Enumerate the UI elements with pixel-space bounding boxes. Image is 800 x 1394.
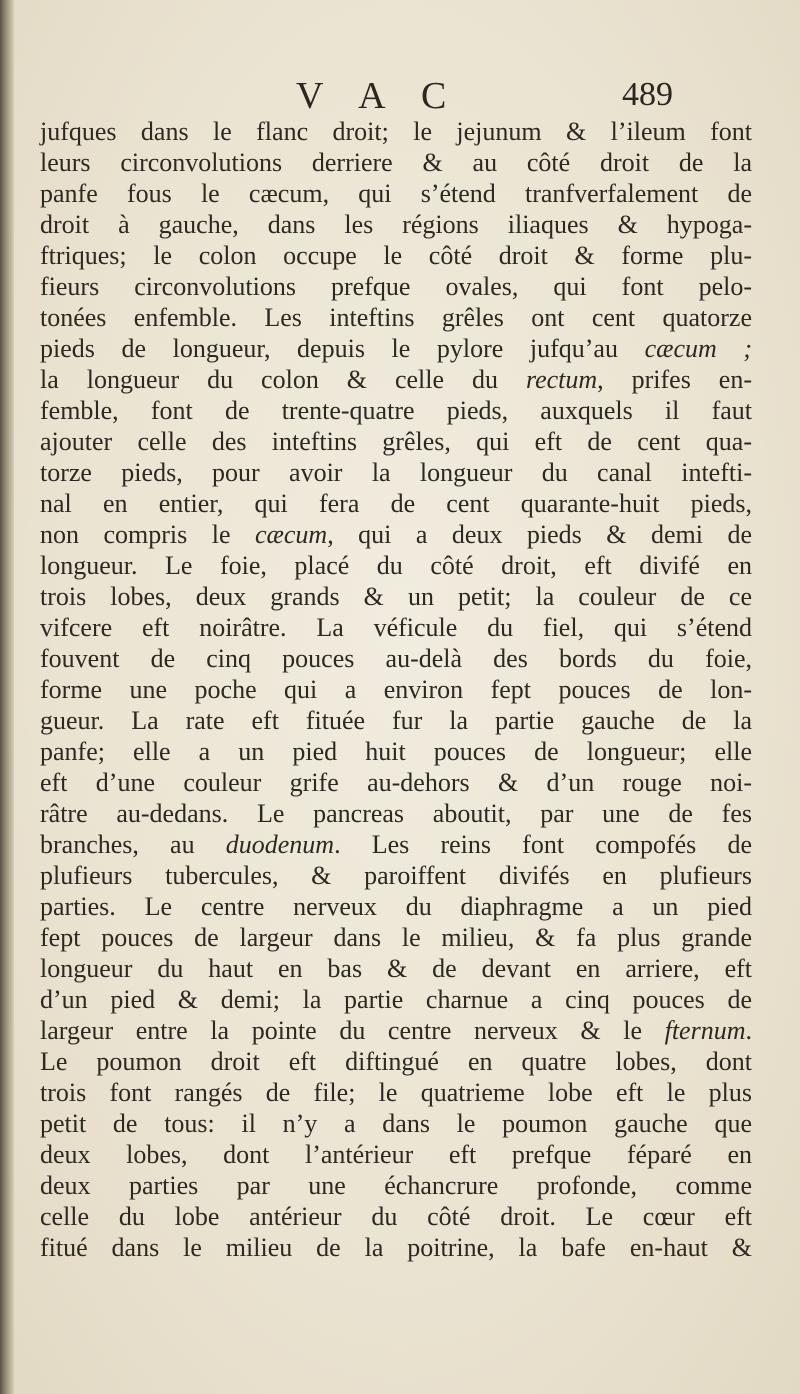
text-line [40, 953, 752, 984]
text-segment: fouvent de cinq pouces au-delà des bords du foie, [40, 644, 752, 673]
text-segment: deux lobes, dont l’antérieur eft prefque féparé en [40, 1140, 752, 1169]
text-line [40, 1108, 752, 1139]
text-line [40, 302, 752, 333]
text-segment: non compris le [40, 520, 255, 549]
running-head [0, 70, 800, 120]
text-segment: fieurs circonvolutions prefque ovales, qui font pelo- [40, 272, 752, 301]
text-line [40, 1046, 752, 1077]
text-line [40, 798, 752, 829]
text-segment: longueur. Le foie, placé du côté droit, eft divifé en [40, 551, 752, 580]
text-segment: . [745, 1016, 752, 1045]
text-segment: , qui a deux pieds & demi de [327, 520, 753, 549]
text-segment: ajouter celle des inteftins grêles, qui eft de cent qua- [40, 427, 752, 456]
text-line [40, 209, 752, 240]
text-line [40, 457, 752, 488]
text-line [40, 674, 752, 705]
text-line [40, 612, 752, 643]
text-line [40, 1232, 752, 1263]
text-line [40, 519, 752, 550]
text-line [40, 271, 752, 302]
text-segment: vifcere eft noirâtre. La véficule du fiel, qui s’étend [40, 613, 752, 642]
text-segment: tonées enfemble. Les inteftins grêles ont cent quatorze [40, 303, 752, 332]
text-segment: leurs circonvolutions derriere & au côté droit de la [40, 148, 752, 177]
text-segment: nal en entier, qui fera de cent quarante-huit pieds, [40, 489, 752, 518]
text-line [40, 395, 752, 426]
text-segment: râtre au-dedans. Le pancreas aboutit, par une de fes [40, 799, 752, 828]
text-segment: femble, font de trente-quatre pieds, auxquels il faut [40, 396, 752, 425]
italic-term: cæcum ; [644, 334, 753, 363]
text-segment: largeur entre la pointe du centre nerveux & le [40, 1016, 665, 1045]
running-head-title: V A C [296, 75, 461, 117]
text-segment: fept pouces de largeur dans le milieu, & fa plus grande [40, 923, 752, 952]
text-line [40, 736, 752, 767]
text-line [40, 1015, 752, 1046]
text-line [40, 240, 752, 271]
italic-term: duodenum [225, 830, 335, 859]
text-line [40, 178, 752, 209]
text-segment: . Les reins font compofés de [334, 830, 752, 859]
text-line [40, 891, 752, 922]
text-line [40, 1201, 752, 1232]
text-line [40, 643, 752, 674]
text-segment: droit à gauche, dans les régions iliaques & hypoga- [40, 210, 752, 239]
text-segment: , prifes en- [597, 365, 752, 394]
text-segment: eft d’une couleur grife au-dehors & d’un rouge noi- [40, 768, 752, 797]
italic-term: cæcum [254, 520, 328, 549]
text-segment: petit de tous: il n’y a dans le poumon gauche que [40, 1109, 752, 1138]
text-line [40, 922, 752, 953]
text-segment: pieds de longueur, depuis le pylore jufqu’au [40, 334, 645, 363]
text-segment: deux parties par une échancrure profonde, comme [40, 1171, 752, 1200]
text-segment: ftriques; le colon occupe le côté droit & forme plu- [40, 241, 752, 270]
text-line [40, 860, 752, 891]
text-segment: branches, au [40, 830, 226, 859]
body-text [40, 116, 752, 1263]
text-line [40, 426, 752, 457]
text-segment: panfe; elle a un pied huit pouces de longueur; elle [40, 737, 752, 766]
text-line [40, 705, 752, 736]
text-segment: Le poumon droit eft diftingué en quatre lobes, dont [40, 1047, 752, 1076]
italic-term: rectum [525, 365, 598, 394]
text-line [40, 116, 752, 147]
text-segment: trois font rangés de file; le quatrieme lobe eft le plus [40, 1078, 752, 1107]
text-segment: torze pieds, pour avoir la longueur du canal intefti- [40, 458, 752, 487]
text-line [40, 1139, 752, 1170]
text-segment: gueur. La rate eft fituée fur la partie gauche de la [40, 706, 752, 735]
text-line [40, 364, 752, 395]
text-segment: longueur du haut en bas & de devant en arriere, eft [40, 954, 752, 983]
text-segment: fitué dans le milieu de la poitrine, la bafe en-haut & [40, 1233, 752, 1262]
page-binding-edge [0, 0, 14, 1394]
text-line [40, 1170, 752, 1201]
italic-term: fternum [664, 1016, 746, 1045]
text-line [40, 581, 752, 612]
text-segment: celle du lobe antérieur du côté droit. Le cœur eft [40, 1202, 752, 1231]
text-line [40, 147, 752, 178]
text-line [40, 767, 752, 798]
text-line [40, 488, 752, 519]
text-line [40, 984, 752, 1015]
text-segment: panfe fous le cæcum, qui s’étend tranfverfalement de [40, 179, 752, 208]
text-line [40, 550, 752, 581]
text-segment: trois lobes, deux grands & un petit; la couleur de ce [40, 582, 752, 611]
text-line [40, 333, 752, 364]
text-segment: parties. Le centre nerveux du diaphragme a un pied [40, 892, 752, 921]
page-number: 489 [622, 76, 673, 113]
text-segment: forme une poche qui a environ fept pouces de lon- [40, 675, 752, 704]
text-line [40, 829, 752, 860]
text-segment: plufieurs tubercules, & paroiffent divifés en plufieurs [40, 861, 752, 890]
text-segment: la longueur du colon & celle du [40, 365, 526, 394]
text-segment: d’un pied & demi; la partie charnue a cinq pouces de [40, 985, 752, 1014]
text-segment: jufques dans le flanc droit; le jejunum & l’ileum font [40, 117, 752, 146]
text-line [40, 1077, 752, 1108]
